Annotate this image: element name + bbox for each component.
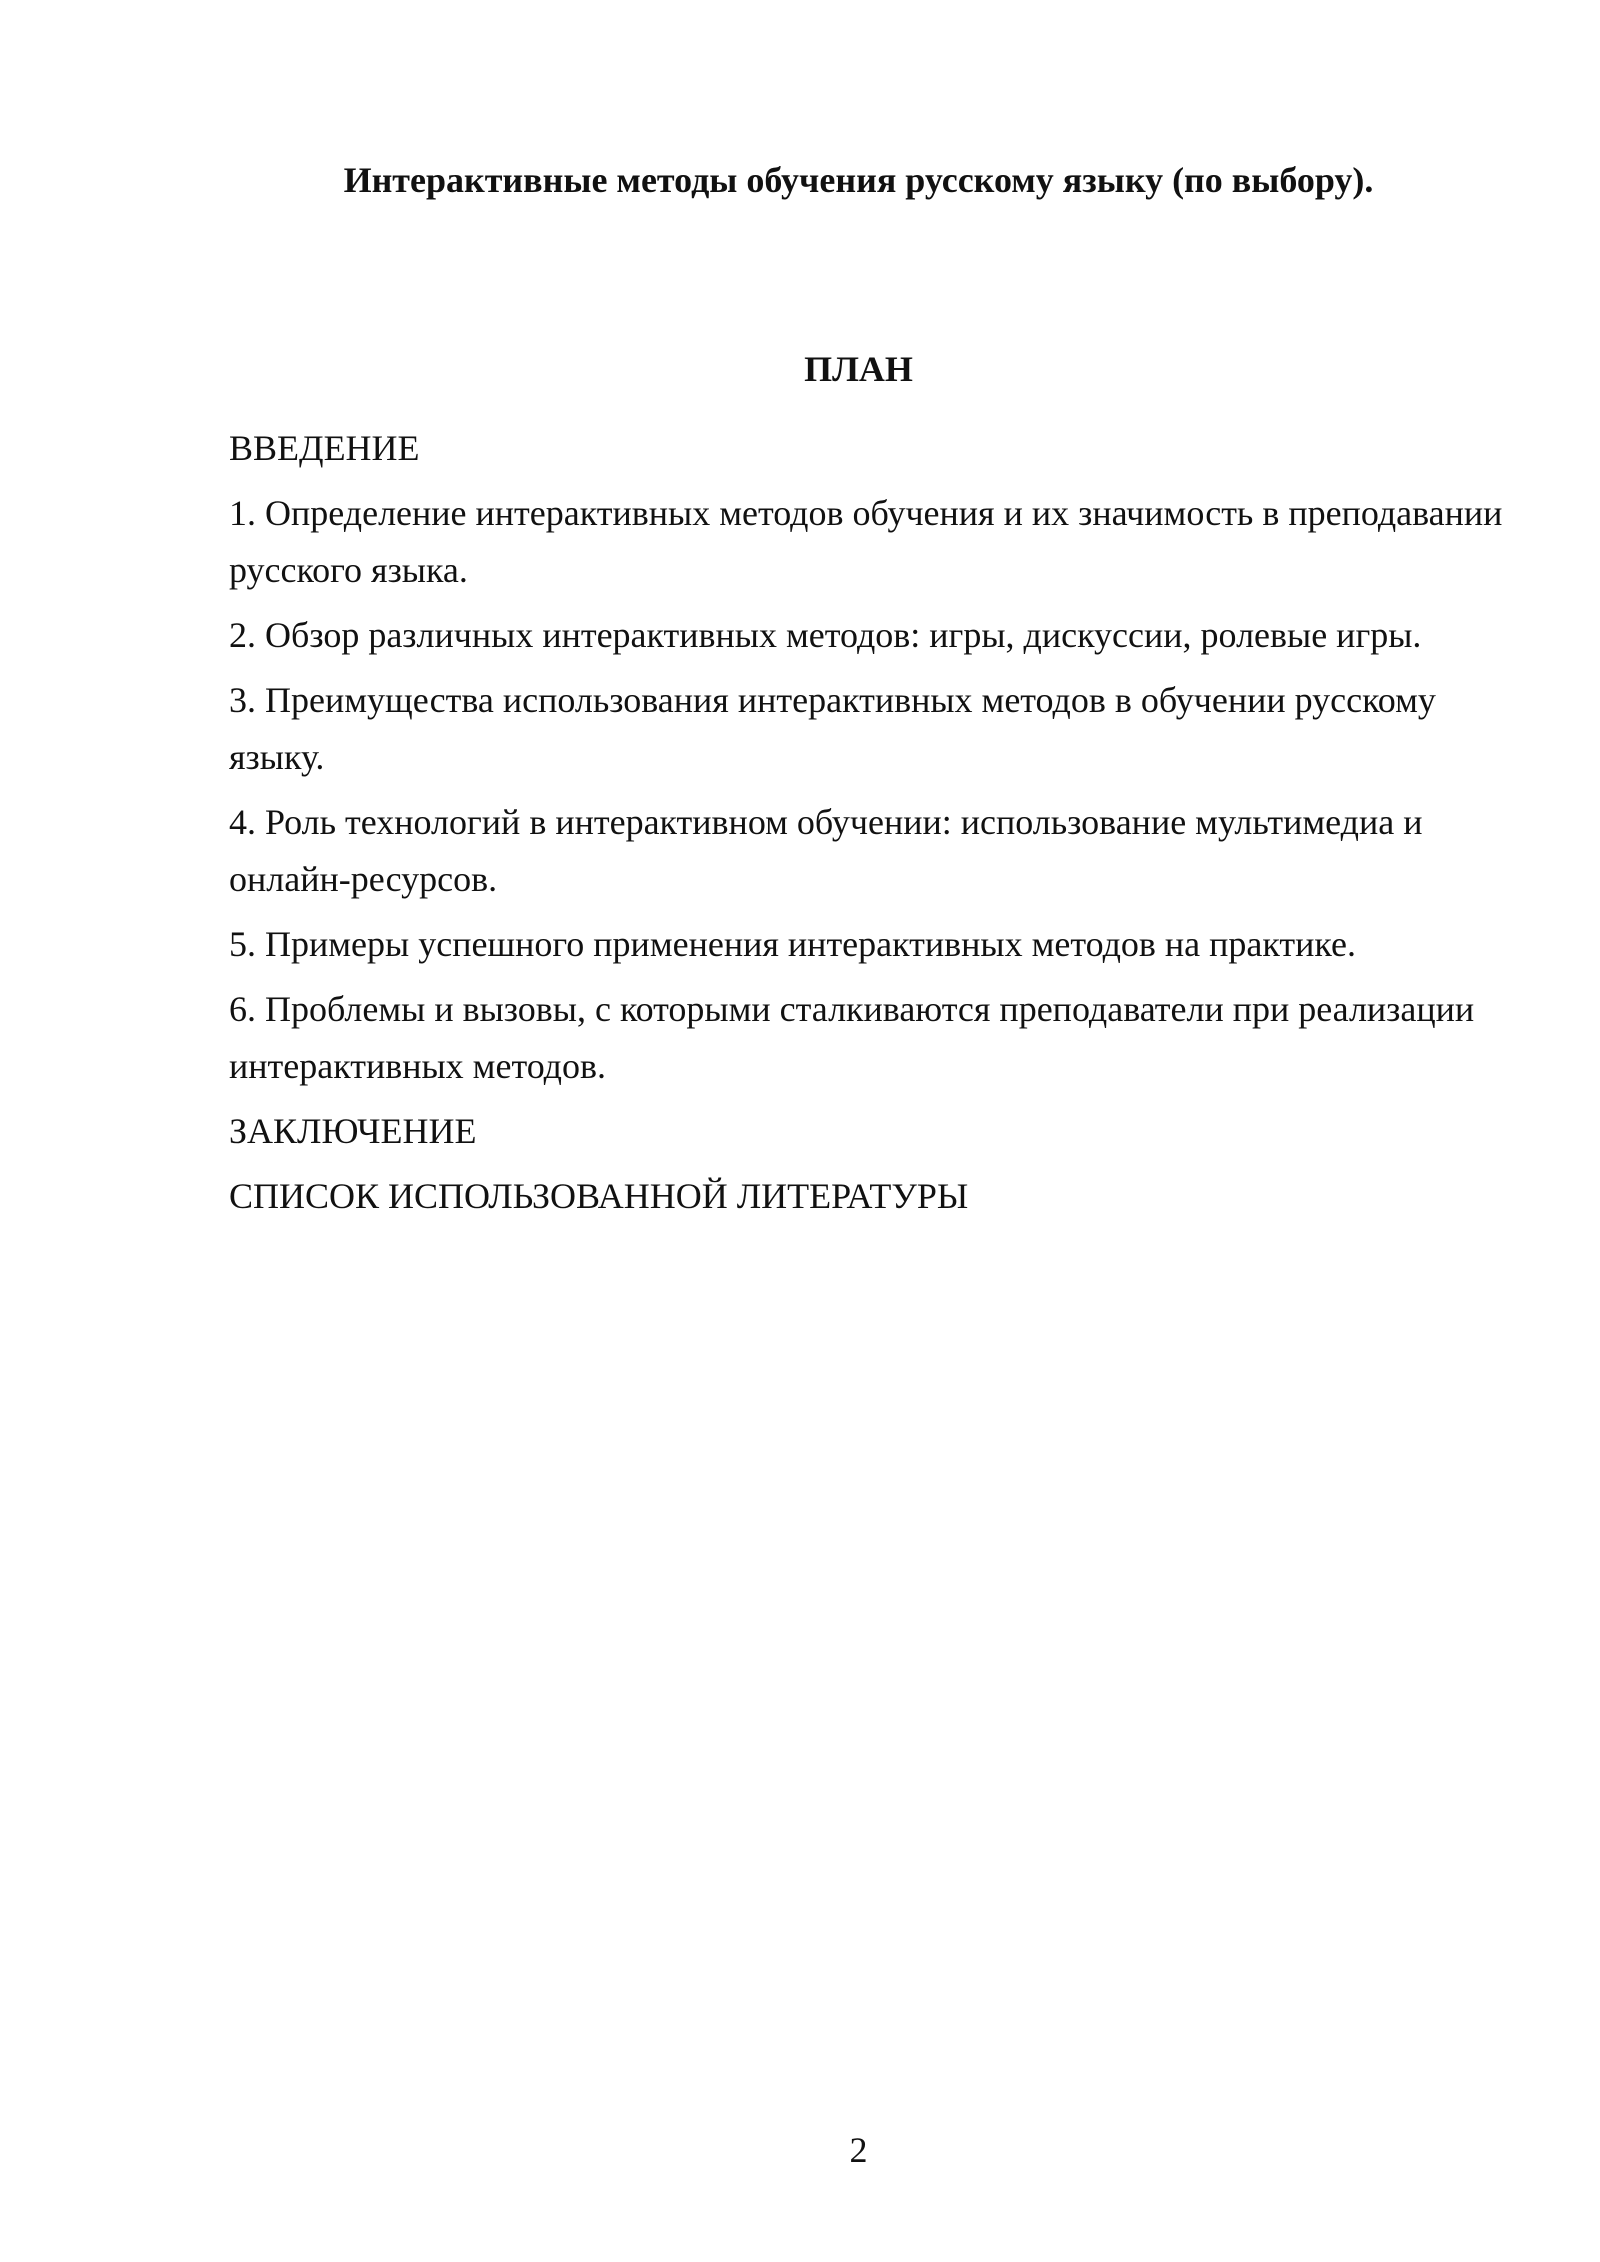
plan-item-conclusion: ЗАКЛЮЧЕНИЕ (229, 1111, 477, 1151)
plan-item-6: 6. Проблемы и вызовы, с которыми сталкиваются преподаватели при реализации интерактивных методов. (229, 989, 1475, 1086)
plan-item-3: 3. Преимущества использования интерактивных методов в обучении русскому языку. (229, 680, 1436, 777)
plan-heading: ПЛАН (804, 349, 913, 389)
plan-item-references: СПИСОК ИСПОЛЬЗОВАННОЙ ЛИТЕРАТУРЫ (229, 1176, 969, 1216)
document-title: Интерактивные методы обучения русскому языку (по выбору). (343, 160, 1374, 200)
plan-item-1: 1. Определение интерактивных методов обучения и их значимость в преподавании русского языка. (229, 493, 1503, 590)
plan-item-2: 2. Обзор различных интерактивных методов: игры, дискуссии, ролевые игры. (229, 615, 1422, 655)
page-number: 2 (849, 2130, 868, 2170)
plan-item-4: 4. Роль технологий в интерактивном обучении: использование мультимедиа и онлайн-ресурсов. (229, 802, 1423, 899)
plan-list (229, 420, 1519, 1233)
plan-item-5: 5. Примеры успешного применения интерактивных методов на практике. (229, 924, 1356, 964)
plan-item-introduction: ВВЕДЕНИЕ (229, 428, 420, 468)
